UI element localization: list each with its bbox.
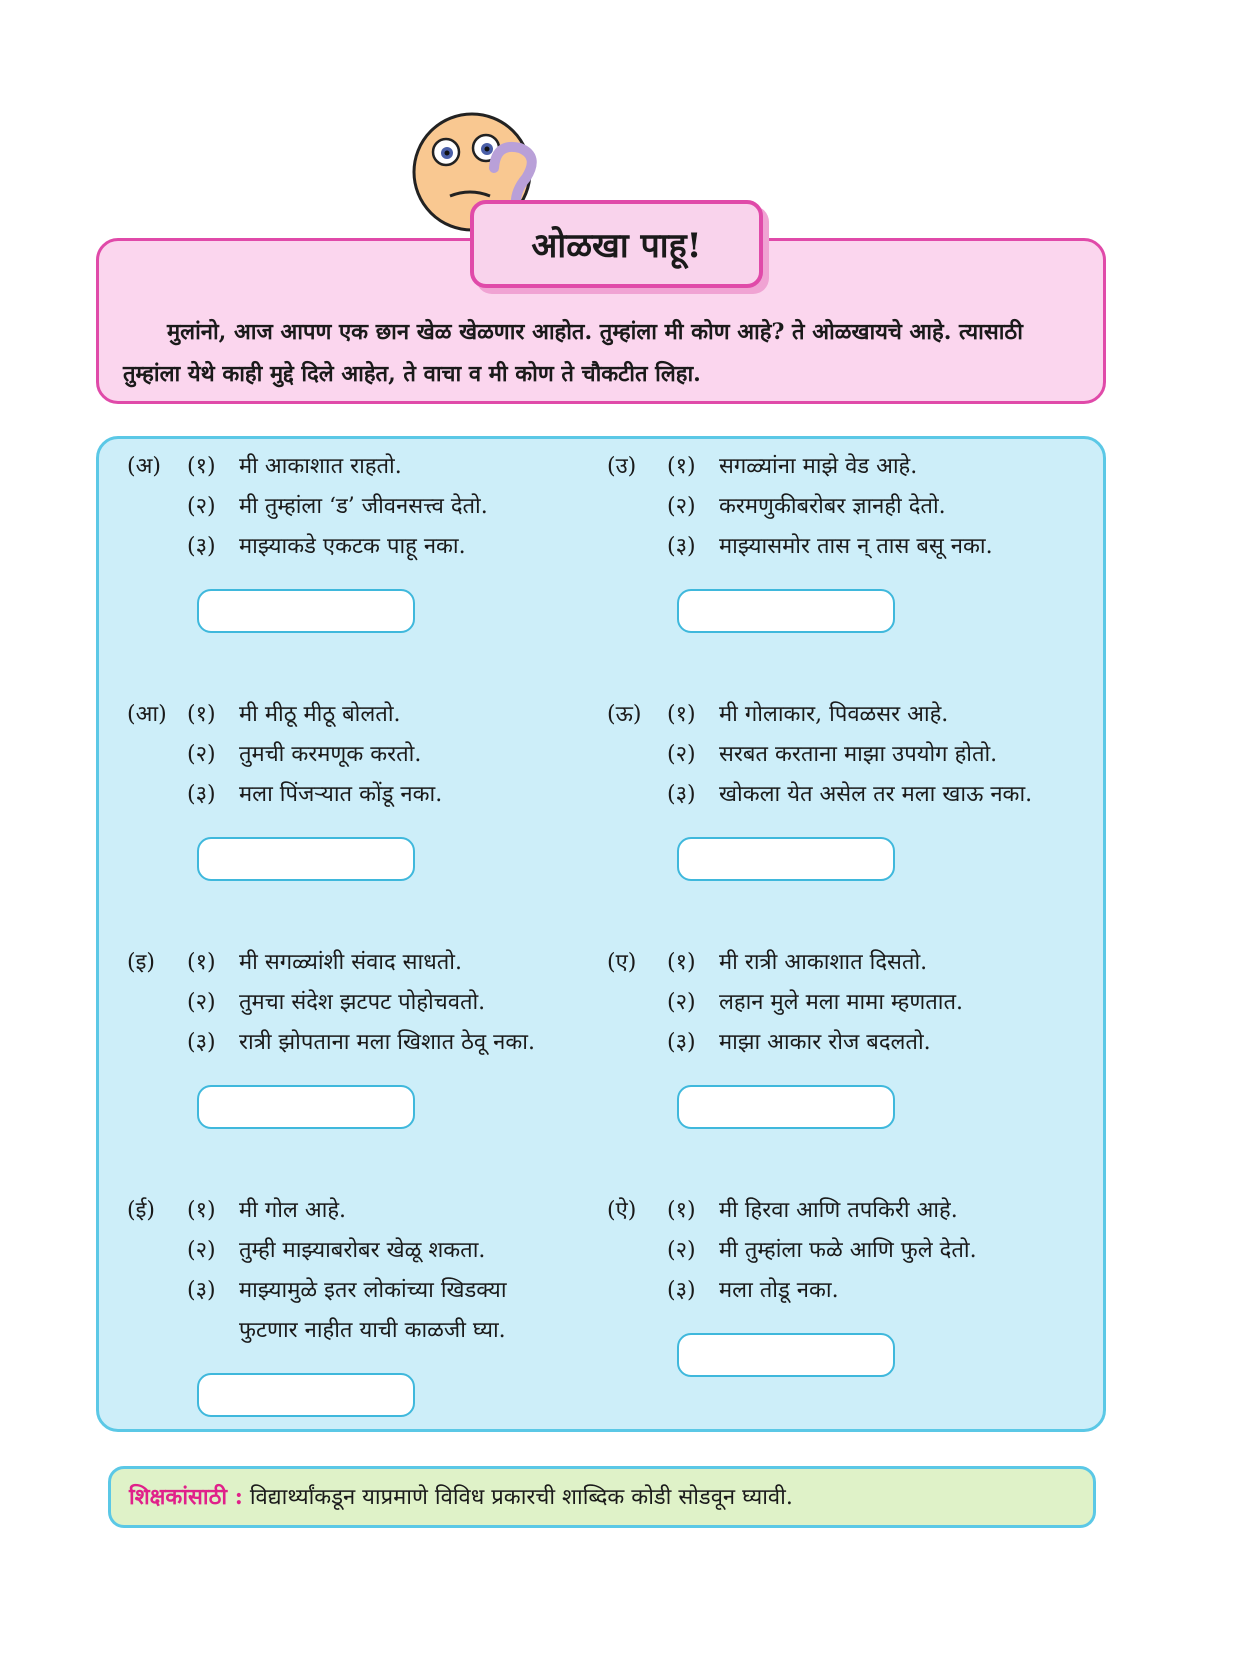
clue-line (127, 943, 607, 983)
clue-line (607, 1271, 1087, 1311)
riddle-letter: (ए) (607, 950, 637, 975)
clue-number: (३) (187, 782, 216, 807)
clue-text: सरबत करताना माझा उपयोग होतो. (719, 742, 998, 767)
clue-line (607, 735, 1087, 775)
clue-text: लहान मुले मला मामा म्हणतात. (719, 990, 964, 1015)
clue-text: तुम्ही माझ्याबरोबर खेळू शकता. (239, 1238, 486, 1263)
riddle-item (607, 695, 1087, 815)
clue-line (607, 1231, 1087, 1271)
clue-number: (३) (667, 782, 696, 807)
clue-line (127, 527, 607, 567)
riddle-letter: (ऐ) (607, 1198, 637, 1223)
clue-line (127, 1311, 607, 1351)
clue-line (127, 735, 607, 775)
riddle-item (607, 943, 1087, 1063)
answer-box[interactable] (197, 589, 415, 633)
riddle-letter: (आ) (127, 702, 167, 727)
clue-line (127, 1191, 607, 1231)
clue-number: (१) (187, 702, 216, 727)
clue-text: तुमची करमणूक करतो. (239, 742, 422, 767)
clue-number: (१) (187, 1198, 216, 1223)
clue-text: मला पिंजऱ्यात कोंडू नका. (239, 782, 443, 807)
riddle-item (127, 695, 607, 815)
clue-number: (१) (667, 1198, 696, 1223)
clue-number: (१) (187, 950, 216, 975)
clue-text: मी गोल आहे. (239, 1198, 346, 1223)
clue-text: मी मीठू मीठू बोलतो. (239, 702, 401, 727)
riddles-panel (96, 436, 1106, 1432)
clue-line (127, 983, 607, 1023)
clue-number: (२) (667, 742, 696, 767)
clue-text: खोकला येत असेल तर मला खाऊ नका. (719, 782, 1033, 807)
page-title: ओळखा पाहू! (470, 200, 763, 288)
riddle-item (127, 1191, 607, 1351)
clue-text: माझ्यामुळे इतर लोकांच्या खिडक्या (239, 1278, 507, 1303)
answer-box[interactable] (197, 1085, 415, 1129)
clue-number: (३) (187, 1030, 216, 1055)
riddle-item (607, 447, 1087, 567)
clue-text: मी सगळ्यांशी संवाद साधतो. (239, 950, 463, 975)
clue-text: करमणुकीबरोबर ज्ञानही देतो. (719, 494, 946, 519)
clue-line (127, 775, 607, 815)
clue-number: (२) (667, 1238, 696, 1263)
clue-text: मला तोडू नका. (719, 1278, 839, 1303)
clue-number: (२) (187, 1238, 216, 1263)
clue-text: माझ्याकडे एकटक पाहू नका. (239, 534, 466, 559)
riddle-item (127, 447, 607, 567)
answer-box[interactable] (677, 589, 895, 633)
clue-number: (३) (187, 534, 216, 559)
clue-number: (३) (667, 534, 696, 559)
riddle-item (607, 1191, 1087, 1311)
teacher-note-text: विद्यार्थ्यांकडून याप्रमाणे विविध प्रकारची शाब्दिक कोडी सोडवून घ्यावी. (249, 1485, 793, 1510)
clue-line (127, 1023, 607, 1063)
clue-line (607, 775, 1087, 815)
clue-text: मी तुम्हांला ‘ड’ जीवनसत्त्व देतो. (239, 494, 488, 519)
clue-line (127, 1231, 607, 1271)
clue-line (607, 943, 1087, 983)
clue-line (127, 695, 607, 735)
clue-line (607, 527, 1087, 567)
clue-text: मी हिरवा आणि तपकिरी आहे. (719, 1198, 958, 1223)
riddle-letter: (अ) (127, 454, 161, 479)
teacher-note-label: शिक्षकांसाठी : (129, 1484, 243, 1510)
clue-text: फुटणार नाहीत याची काळजी घ्या. (239, 1318, 506, 1343)
clue-text: तुमचा संदेश झटपट पोहोचवतो. (239, 990, 486, 1015)
clue-number: (१) (187, 454, 216, 479)
clue-number: (३) (667, 1030, 696, 1055)
answer-box[interactable] (677, 1333, 895, 1377)
clue-text: सगळ्यांना माझे वेड आहे. (719, 454, 918, 479)
riddle-letter: (ई) (127, 1198, 155, 1223)
riddle-letter: (इ) (127, 950, 155, 975)
intro-text: मुलांनो, आज आपण एक छान खेळ खेळणार आहोत. तुम्हांला मी कोण आहे? ते ओळखायचे आहे. त्यासाठी तुम्हांला येथे काही मुद्दे दिले आहेत, ते वाचा व मी कोण ते चौकटीत लिहा. (123, 319, 1023, 387)
clue-text: मी तुम्हांला फळे आणि फुले देतो. (719, 1238, 977, 1263)
clue-number: (३) (667, 1278, 696, 1303)
clue-text: माझ्यासमोर तास न् तास बसू नका. (719, 534, 993, 559)
clue-number: (१) (667, 702, 696, 727)
clue-text: मी गोलाकार, पिवळसर आहे. (719, 702, 949, 727)
riddle-letter: (ऊ) (607, 702, 642, 727)
clue-number: (२) (187, 990, 216, 1015)
clue-number: (१) (667, 950, 696, 975)
clue-number: (२) (667, 990, 696, 1015)
clue-text: माझा आकार रोज बदलतो. (719, 1030, 931, 1055)
clue-line (607, 1023, 1087, 1063)
clue-line (607, 983, 1087, 1023)
teacher-note (108, 1466, 1096, 1528)
clue-line (607, 487, 1087, 527)
clue-number: (३) (187, 1278, 216, 1303)
riddle-letter: (उ) (607, 454, 637, 479)
clue-line (607, 695, 1087, 735)
clue-line (127, 1271, 607, 1311)
clue-line (127, 487, 607, 527)
answer-box[interactable] (197, 837, 415, 881)
clue-line (607, 447, 1087, 487)
clue-text: मी आकाशात राहतो. (239, 454, 402, 479)
clue-line (127, 447, 607, 487)
answer-box[interactable] (677, 837, 895, 881)
clue-line (607, 1191, 1087, 1231)
clue-number: (२) (187, 494, 216, 519)
answer-box[interactable] (677, 1085, 895, 1129)
clue-number: (२) (187, 742, 216, 767)
clue-text: मी रात्री आकाशात दिसतो. (719, 950, 928, 975)
answer-box[interactable] (197, 1373, 415, 1417)
clue-number: (१) (667, 454, 696, 479)
clue-number: (२) (667, 494, 696, 519)
riddle-item (127, 943, 607, 1063)
clue-text: रात्री झोपताना मला खिशात ठेवू नका. (239, 1030, 535, 1055)
